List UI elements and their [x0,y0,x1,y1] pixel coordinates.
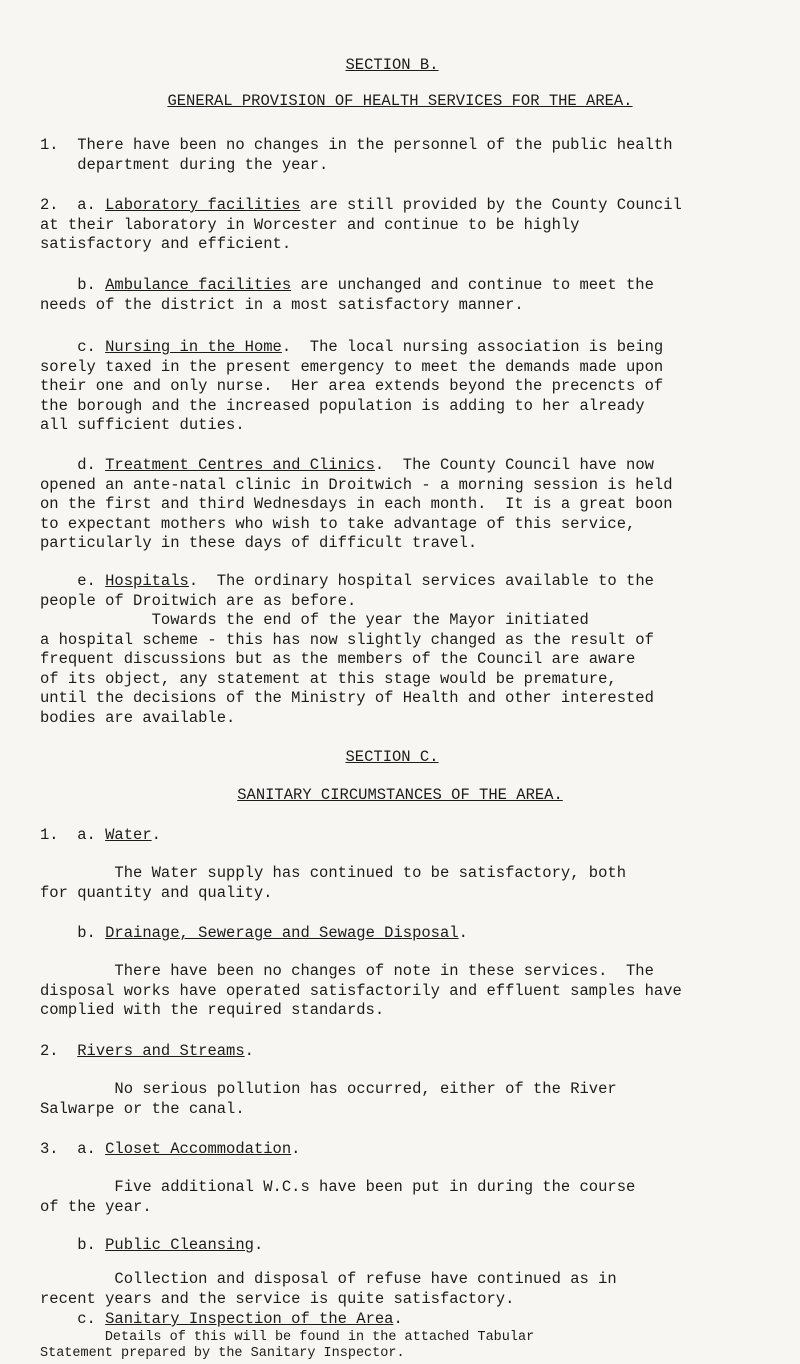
section-b-title: SECTION B. [345,56,439,74]
section-c-item-1b-heading: b. Drainage, Sewerage and Sewage Disposal. [40,924,468,942]
section-b-subtitle: GENERAL PROVISION OF HEALTH SERVICES FOR THE AREA. [167,92,633,110]
section-b-item-2e: e. Hospitals. The ordinary hospital services available to the people of Droitwich are as before. Towards the end of the year the Mayor initiated a hospital scheme - this has now slightly changed as the result of frequent discussions but as the members of the Council are aware of its object, any statement at this stage would be premature, until the decisions of the Ministry of Health and other interested bodies are available. [40,572,654,727]
section-c-subtitle: SANITARY CIRCUMSTANCES OF THE AREA. [237,786,563,804]
section-b-item-2d: d. Treatment Centres and Clinics. The County Council have now opened an ante-natal clinic in Droitwich - a morning session is held on the first and third Wednesdays in each month. It is a great boon to expectant mothers who wish to take advantage of this service, particularly in these days of difficult travel. [40,456,673,552]
section-c-item-3c-text: Details of this will be found in the attached Tabular Statement prepared by the Sanitary Inspector. [40,1330,535,1361]
section-c-item-3a-heading: 3. a. Closet Accommodation. [40,1140,301,1158]
section-c-item-2-text: No serious pollution has occurred, either of the River Salwarpe or the canal. [40,1080,617,1118]
section-c-item-1a-heading: 1. a. Water. [40,826,161,844]
section-c-item-1b-text: There have been no changes of note in these services. The disposal works have operated satisfactorily and effluent samples have complied with the required standards. [40,962,682,1019]
section-b-item-2b: b. Ambulance facilities are unchanged and continue to meet the needs of the district in a most satisfactory manner. [40,276,654,314]
section-c-item-3c-heading: c. Sanitary Inspection of the Area. [40,1310,403,1328]
section-c-item-3a-text: Five additional W.C.s have been put in during the course of the year. [40,1178,636,1216]
section-b-item-2a: 2. a. Laboratory facilities are still provided by the County Council at their laboratory in Worcester and continue to be highly satisfactory and efficient. [40,196,682,253]
section-c-title: SECTION C. [345,748,439,766]
section-b-item-1: 1. There have been no changes in the personnel of the public health department during the year. [40,136,673,174]
section-c-item-1a-text: The Water supply has continued to be satisfactory, both for quantity and quality. [40,864,627,902]
section-c-item-3b-text: Collection and disposal of refuse have continued as in recent years and the service is quite satisfactory. [40,1270,617,1308]
section-b-item-2c: c. Nursing in the Home. The local nursing association is being sorely taxed in the present emergency to meet the demands made upon their one and only nurse. Her area extends beyond the precencts of the borough and the increased population is adding to her already all sufficient duties. [40,338,664,434]
section-c-item-2-heading: 2. Rivers and Streams. [40,1042,254,1060]
section-c-item-3b-heading: b. Public Cleansing. [40,1236,264,1254]
